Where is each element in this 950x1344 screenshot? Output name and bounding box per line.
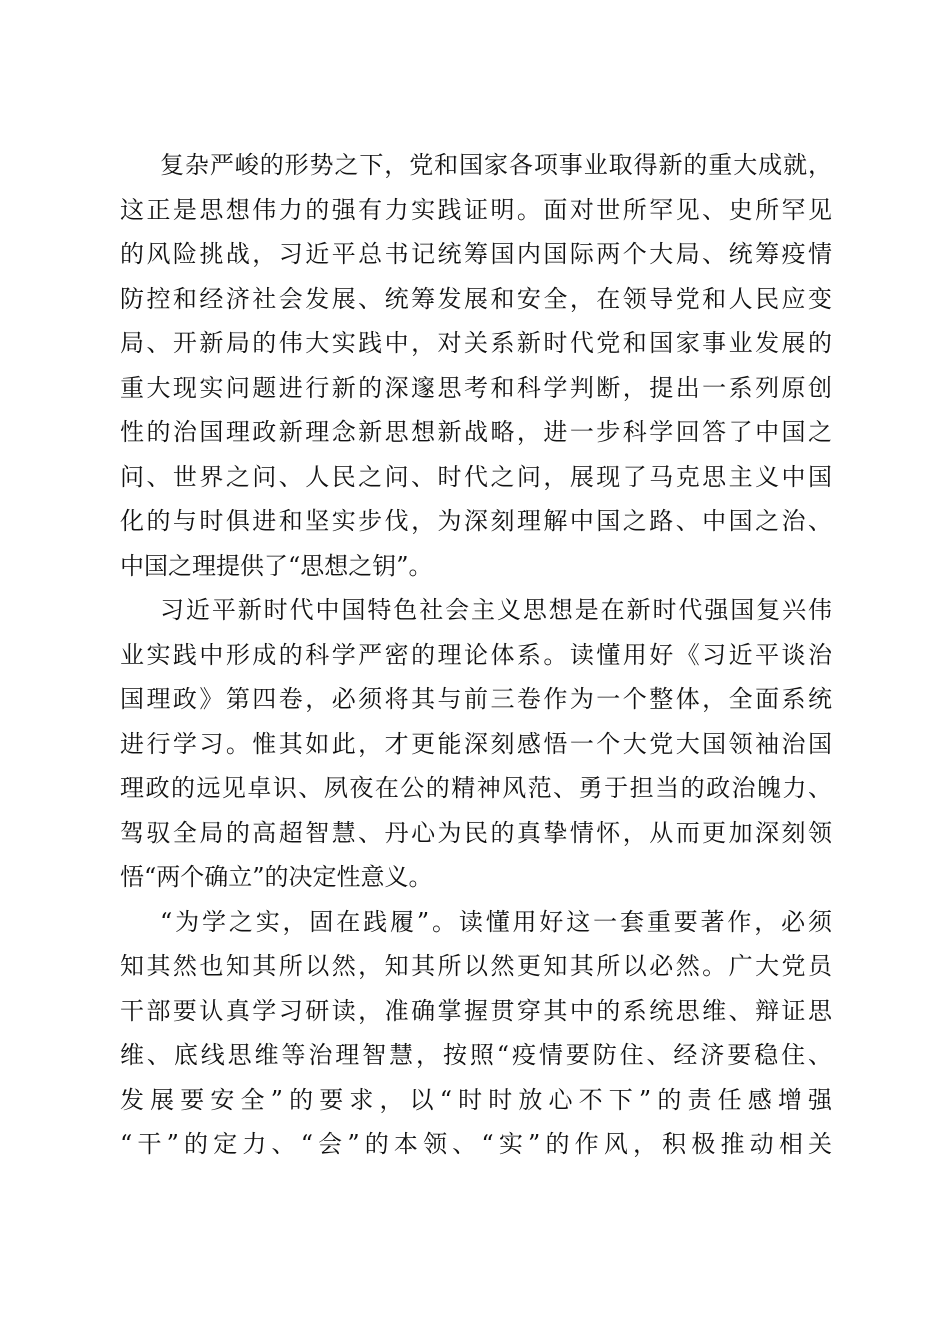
paragraph (120, 143, 832, 588)
text-line: “干”的定力、“会”的本领、“实”的作风，积极推动相关 (120, 1130, 832, 1158)
text-line: 发展要安全”的要求，以“时时放心不下”的责任感增强 (120, 1085, 832, 1114)
paragraph (120, 900, 832, 1167)
paragraph (120, 588, 832, 900)
text-line: 进行学习。惟其如此，才更能深刻感悟一个大党大国领袖治国 (120, 729, 832, 758)
text-line: 这正是思想伟力的强有力实践证明。面对世所罕见、史所罕见 (120, 195, 832, 224)
text-line: 维、底线思维等治理智慧，按照“疫情要防住、经济要稳住、 (120, 1041, 832, 1069)
text-line: 习近平新时代中国特色社会主义思想是在新时代强国复兴伟 (160, 596, 832, 624)
text-line: 悟“两个确立”的决定性意义。 (120, 863, 433, 891)
text-line: 重大现实问题进行新的深邃思考和科学判断，提出一系列原创 (120, 373, 832, 402)
text-line: 复杂严峻的形势之下，党和国家各项事业取得新的重大成就， (160, 151, 832, 179)
text-line: “为学之实，固在践履”。读懂用好这一套重要著作，必须 (160, 907, 832, 936)
text-line: 化的与时俱进和坚实步伐，为深刻理解中国之路、中国之治、 (120, 507, 832, 535)
text-line: 知其然也知其所以然，知其所以然更知其所以必然。广大党员 (120, 952, 832, 980)
document-page (120, 143, 832, 1167)
text-line: 业实践中形成的科学严密的理论体系。读懂用好《习近平谈治 (120, 640, 832, 669)
text-line: 中国之理提供了“思想之钥”。 (120, 551, 433, 580)
text-line: 防控和经济社会发展、统筹发展和安全，在领导党和人民应变 (120, 284, 832, 313)
text-line: 理政的远见卓识、夙夜在公的精神风范、勇于担当的政治魄力、 (120, 774, 832, 802)
text-line: 的风险挑战，习近平总书记统筹国内国际两个大局、统筹疫情 (120, 240, 832, 268)
text-line: 国理政》第四卷，必须将其与前三卷作为一个整体，全面系统 (120, 685, 832, 713)
text-line: 局、开新局的伟大实践中，对关系新时代党和国家事业发展的 (120, 329, 832, 357)
text-line: 性的治国理政新理念新思想新战略，进一步科学回答了中国之 (120, 418, 832, 446)
text-line: 干部要认真学习研读，准确掌握贯穿其中的系统思维、辩证思 (120, 996, 832, 1025)
text-line: 驾驭全局的高超智慧、丹心为民的真挚情怀，从而更加深刻领 (120, 818, 832, 847)
text-line: 问、世界之问、人民之问、时代之问，展现了马克思主义中国 (120, 462, 832, 491)
